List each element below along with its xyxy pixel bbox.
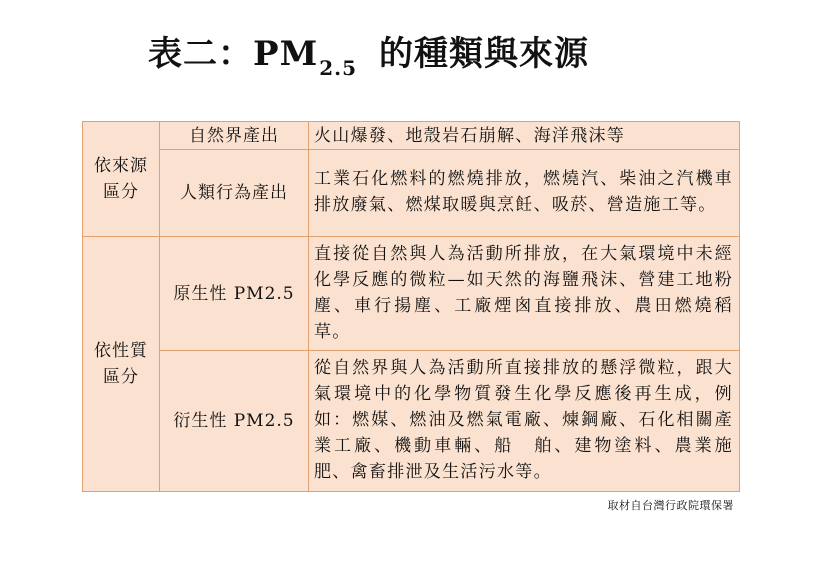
row-label: 衍生性 PM2.5 bbox=[160, 351, 309, 492]
page-title bbox=[148, 32, 589, 90]
category-line: 依來源 bbox=[94, 156, 148, 176]
row-label: 人類行為產出 bbox=[160, 150, 309, 237]
category-line: 區分 bbox=[103, 367, 139, 387]
source-note: 取材自台灣行政院環保署 bbox=[607, 499, 734, 512]
row-description: 工業石化燃料的燃燒排放，燃燒汽、柴油之汽機車排放廢氣、燃煤取暖與烹飪、吸菸、營造施工等。 bbox=[309, 150, 740, 237]
table-row bbox=[83, 122, 740, 150]
category-line: 依性質 bbox=[94, 341, 148, 361]
pm25-sources-table bbox=[82, 121, 740, 492]
category-line: 區分 bbox=[103, 182, 139, 202]
table-row bbox=[83, 351, 740, 492]
title-subscript: 2.5 bbox=[319, 56, 357, 80]
category-cell bbox=[83, 237, 160, 492]
table-row bbox=[83, 237, 740, 351]
row-description: 直接從自然與人為活動所排放，在大氣環境中未經化學反應的微粒—如天然的海鹽飛沫、營建工地粉塵、車行揚塵、工廠煙囪直接排放、農田燃燒稻草。 bbox=[309, 237, 740, 351]
table-row bbox=[83, 150, 740, 237]
row-description: 從自然界與人為活動所直接排放的懸浮微粒，跟大氣環境中的化學物質發生化學反應後再生成，例如：燃媒、燃油及燃氣電廠、煉鋼廠、石化相關產業工廠、機動車輛、船 舶、建物塗料、農業施肥、禽畜排泄及生活污水等。 bbox=[309, 351, 740, 492]
row-label: 自然界產出 bbox=[160, 122, 309, 150]
title-suffix: 的種類與來源 bbox=[379, 34, 589, 74]
category-cell bbox=[83, 122, 160, 237]
row-description: 火山爆發、地殼岩石崩解、海洋飛沫等 bbox=[309, 122, 740, 150]
title-prefix: 表二：PM bbox=[148, 34, 319, 74]
row-label: 原生性 PM2.5 bbox=[160, 237, 309, 351]
